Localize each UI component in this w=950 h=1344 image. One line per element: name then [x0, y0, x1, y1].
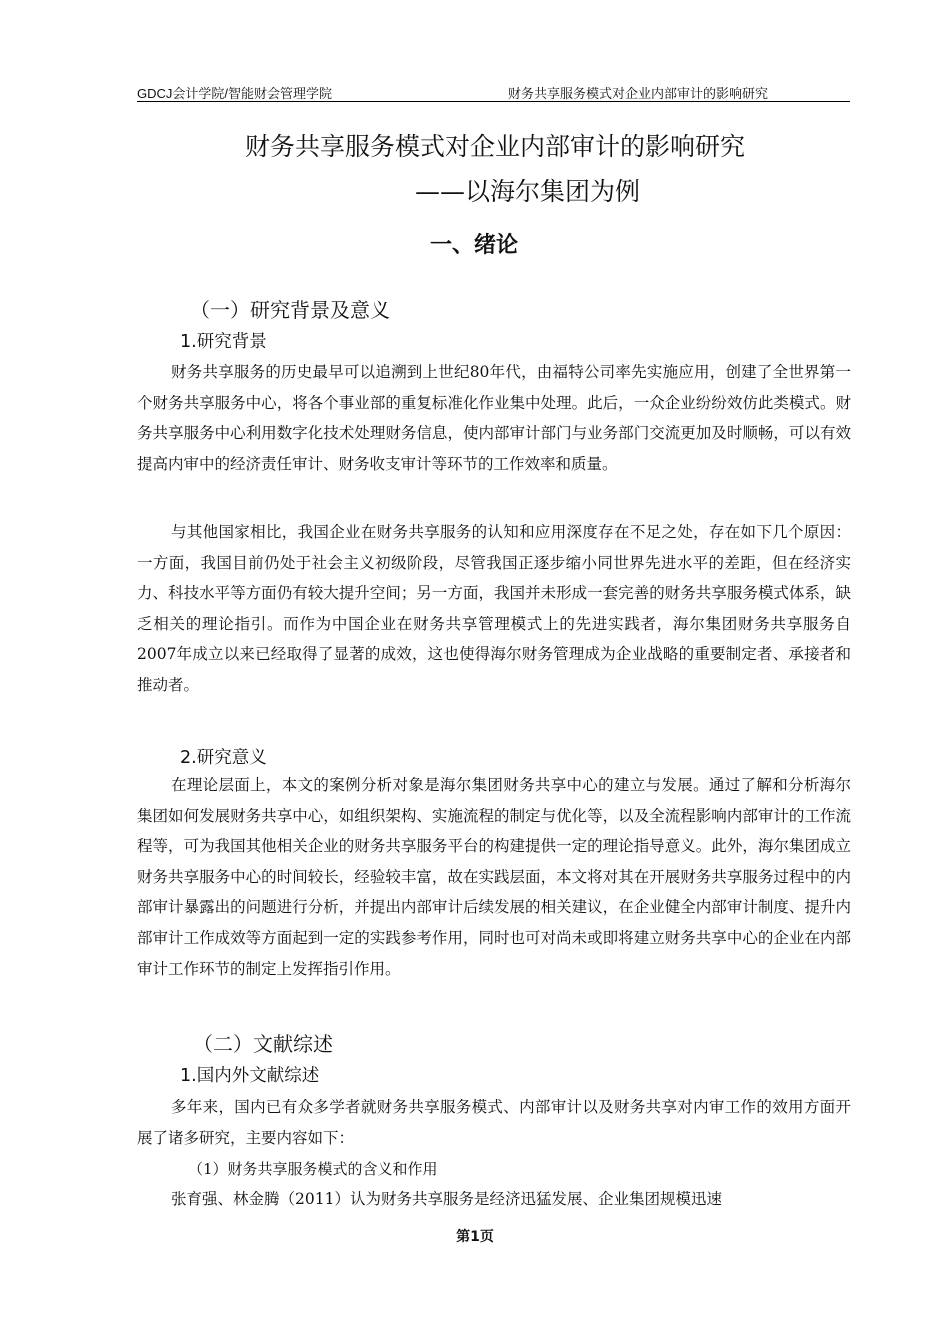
subsection-heading-significance: 2.研究意义	[180, 748, 267, 768]
paragraph-background-2: 与其他国家相比，我国企业在财务共享服务的认知和应用深度存在不足之处，存在如下几个原因：一方面，我国目前仍处于社会主义初级阶段，尽管我国正逐步缩小同世界先进水平的差距，但在经济实力、科技水平等方面仍有较大提升空间；另一方面，我国并未形成一套完善的财务共享服务模式体系，缺乏相关的理论指引。而作为中国企业在财务共享管理模式上的先进实践者，海尔集团财务共享服务自2007年成立以来已经取得了显著的成效，这也使得海尔财务管理成为企业战略的重要制定者、承接者和推动者。	[137, 523, 851, 694]
section-heading-literature: （二）文献综述	[193, 1032, 333, 1056]
paragraph-literature-2: 张育强、林金腾（2011）认为财务共享服务是经济迅猛发展、企业集团规模迅速	[171, 1190, 722, 1208]
running-header-left: GDCJ会计学院/智能财会管理学院	[137, 86, 333, 101]
paper-title: 财务共享服务模式对企业内部审计的影响研究	[244, 132, 745, 161]
chapter-heading: 一、绪论	[430, 233, 519, 258]
header-rule	[137, 101, 850, 102]
paragraph-literature-1: 多年来，国内已有众多学者就财务共享服务模式、内部审计以及财务共享对内审工作的效用方面开展了诸多研究，主要内容如下：	[137, 1098, 851, 1147]
paper-subtitle: ——以海尔集团为例	[415, 177, 641, 206]
subsection-heading-background: 1.研究背景	[180, 332, 267, 352]
paragraph-significance: 在理论层面上，本文的案例分析对象是海尔集团财务共享中心的建立与发展。通过了解和分析海尔集团如何发展财务共享中心，如组织架构、实施流程的制定与优化等，以及全流程影响内部审计的工作流程等，可为我国其他相关企业的财务共享服务平台的构建提供一定的理论指导意义。此外，海尔集团成立财务共享服务中心的时间较长，经验较丰富，故在实践层面，本文将对其在开展财务共享服务过程中的内部审计暴露出的问题进行分析，并提出内部审计后续发展的相关建议，在企业健全内部审计制度、提升内部审计工作成效等方面起到一定的实践参考作用，同时也可对尚未或即将建立财务共享中心的企业在内部审计工作环节的制定上发挥指引作用。	[137, 776, 851, 978]
section-heading-background: （一）研究背景及意义	[190, 298, 390, 322]
subsection-heading-literature: 1.国内外文献综述	[180, 1066, 320, 1086]
paragraph-background-1: 财务共享服务的历史最早可以追溯到上世纪80年代，由福特公司率先实施应用，创建了全世界第一个财务共享服务中心，将各个事业部的重复标准化作业集中处理。此后，一众企业纷纷效仿此类模式。财务共享服务中心利用数字化技术处理财务信息，使内部审计部门与业务部门交流更加及时顺畅，可以有效提高内审中的经济责任审计、财务收支审计等环节的工作效率和质量。	[137, 363, 851, 473]
list-item-heading: （1）财务共享服务模式的含义和作用	[188, 1160, 438, 1178]
running-header-right: 财务共享服务模式对企业内部审计的影响研究	[508, 86, 769, 101]
page-number: 第1页	[456, 1229, 494, 1245]
